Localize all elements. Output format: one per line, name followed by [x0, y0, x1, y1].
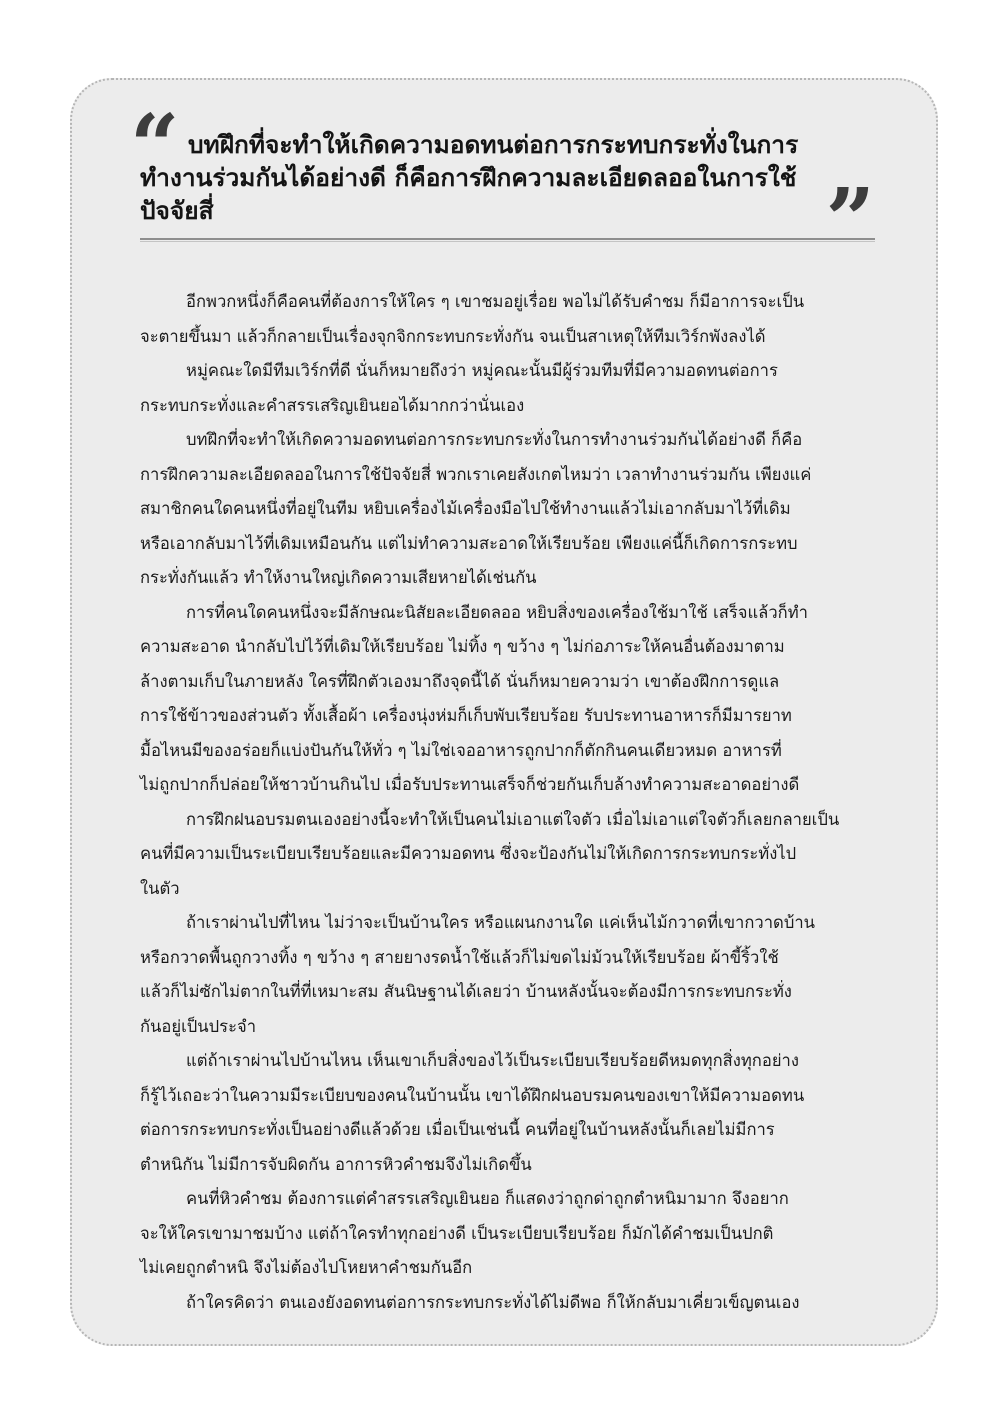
text-line: แต่ถ้าเราผ่านไปบ้านไหน เห็นเขาเก็บสิ่งของไว้เป็นระเบียบเรียบร้อยดีหมดทุกสิ่งทุกอย่าง [186, 1051, 799, 1070]
pull-quote-text [140, 118, 875, 227]
text-line: ตำหนิกัน ไม่มีการจับผิดกัน อาการหิวคำชมจึงไม่เกิดขึ้น [140, 1154, 532, 1174]
text-line: ต่อการกระทบกระทั่งเป็นอย่างดีแล้วด้วย เมื่อเป็นเช่นนี้ คนที่อยู่ในบ้านหลังนั้นก็เลยไม่มีการ [140, 1120, 775, 1139]
text-line: การที่คนใดคนหนึ่งจะมีลักษณะนิสัยละเอียดลออ หยิบสิ่งของเครื่องใช้มาใช้ เสร็จแล้วก็ทำ [186, 602, 808, 622]
paragraph [140, 1286, 875, 1321]
text-line: กระทบกระทั่งและคำสรรเสริญเยินยอได้มากกว่านั่นเอง [140, 395, 525, 415]
text-line: อีกพวกหนึ่งก็คือคนที่ต้องการให้ใคร ๆ เขาชมอยู่เรื่อย พอไม่ได้รับคำชม ก็มีอาการจะเป็น [186, 292, 805, 311]
text-line: ไม่ถูกปากก็ปล่อยให้ชาวบ้านกินไป เมื่อรับประทานเสร็จก็ช่วยกันเก็บล้างทำความสะอาดอย่างดี [140, 775, 800, 794]
text-line: แล้วก็ไม่ซักไม่ตากในที่ที่เหมาะสม สันนิษฐานได้เลยว่า บ้านหลังนั้นจะต้องมีการกระทบกระทั่ง [140, 982, 792, 1001]
text-line: กระทั่งกันแล้ว ทำให้งานใหญ่เกิดความเสียหายได้เช่นกัน [140, 568, 537, 587]
paragraph [140, 596, 875, 803]
paragraph [140, 803, 875, 907]
pull-quote [130, 96, 875, 271]
pull-quote-line: บทฝึกที่จะทำให้เกิดความอดทนต่อการกระทบกระทั่งในการ [188, 130, 799, 159]
text-line: กันอยู่เป็นประจำ [140, 1016, 257, 1036]
paragraph [140, 1044, 875, 1182]
paragraph [140, 423, 875, 596]
close-quote-mark: ” [825, 170, 865, 271]
text-line: สมาชิกคนใดคนหนึ่งที่อยู่ในทีม หยิบเครื่องไม้เครื่องมือไปใช้ทำงานแล้วไม่เอากลับมาไว้ที่เดิม [140, 499, 791, 518]
pull-quote-line: ปัจจัยสี่ [140, 196, 214, 225]
text-line: ไม่เคยถูกตำหนิ จึงไม่ต้องไปโหยหาคำชมกันอีก [140, 1258, 473, 1277]
text-line: การฝึกฝนอบรมตนเองอย่างนี้จะทำให้เป็นคนไม่เอาแต่ใจตัว เมื่อไม่เอาแต่ใจตัวก็เลยกลายเป็น [186, 809, 840, 829]
text-line: ถ้าใครคิดว่า ตนเองยังอดทนต่อการกระทบกระทั่งได้ไม่ดีพอ ก็ให้กลับมาเคี่ยวเข็ญตนเอง [186, 1292, 800, 1312]
quote-divider [140, 238, 875, 242]
paragraph [140, 285, 875, 354]
text-line: หรือเอากลับมาไว้ที่เดิมเหมือนกัน แต่ไม่ทำความสะอาดให้เรียบร้อย เพียงแค่นี้ก็เกิดการกระทบ [140, 533, 798, 553]
text-line: ถ้าเราผ่านไปที่ไหน ไม่ว่าจะเป็นบ้านใคร หรือแผนกงานใด แค่เห็นไม้กวาดที่เขากวาดบ้าน [186, 913, 816, 932]
text-line: มื้อไหนมีของอร่อยก็แบ่งปันกันให้ทั่ว ๆ ไม่ใช่เจออาหารถูกปากก็ตักกินคนเดียวหมด อาหารที่ [140, 740, 782, 760]
paragraph [140, 354, 875, 423]
text-line: ก็รู้ไว้เถอะว่าในความมีระเบียบของคนในบ้านนั้น เขาได้ฝึกฝนอบรมคนของเขาให้มีความอดทน [140, 1085, 805, 1105]
text-line: จะให้ใครเขามาชมบ้าง แต่ถ้าใครทำทุกอย่างดี เป็นระเบียบเรียบร้อย ก็มักได้คำชมเป็นปกติ [140, 1223, 774, 1243]
text-line: จะตายขึ้นมา แล้วก็กลายเป็นเรื่องจุกจิกกระทบกระทั่งกัน จนเป็นสาเหตุให้ทีมเวิร์กพังลงได้ [140, 326, 766, 346]
text-line: คนที่มีความเป็นระเบียบเรียบร้อยและมีความอดทน ซึ่งจะป้องกันไม่ให้เกิดการกระทบกระทั่งไป [140, 844, 797, 863]
paragraph [140, 906, 875, 1044]
text-line: ล้างตามเก็บในภายหลัง ใครที่ฝึกตัวเองมาถึงจุดนี้ได้ นั่นก็หมายความว่า เขาต้องฝึกการดูแล [140, 671, 780, 691]
article-body [140, 285, 875, 1320]
pull-quote-line: ทำงานร่วมกันได้อย่างดี ก็คือการฝึกความละเอียดลออในการใช้ [140, 163, 797, 192]
text-line: บทฝึกที่จะทำให้เกิดความอดทนต่อการกระทบกระทั่งในการทำงานร่วมกันได้อย่างดี ก็คือ [186, 430, 803, 449]
text-line: คนที่หิวคำชม ต้องการแต่คำสรรเสริญเยินยอ ก็แสดงว่าถูกด่าถูกตำหนิมามาก จึงอยาก [186, 1189, 789, 1208]
text-line: การฝึกความละเอียดลออในการใช้ปัจจัยสี่ พวกเราเคยสังเกตไหมว่า เวลาทำงานร่วมกัน เพียงแค่ [140, 464, 812, 484]
text-line: ในตัว [140, 878, 180, 898]
text-line: การใช้ข้าวของส่วนตัว ทั้งเสื้อผ้า เครื่องนุ่งห่มก็เก็บพับเรียบร้อย รับประทานอาหารก็มีมารยาท [140, 706, 792, 725]
text-line: ความสะอาด นำกลับไปไว้ที่เดิมให้เรียบร้อย ไม่ทิ้ง ๆ ขว้าง ๆ ไม่ก่อภาระให้คนอื่นต้องมาตาม [140, 637, 785, 656]
text-line: หมู่คณะใดมีทีมเวิร์กที่ดี นั่นก็หมายถึงว่า หมู่คณะนั้นมีผู้ร่วมทีมที่มีความอดทนต่อการ [186, 361, 778, 380]
text-line: หรือกวาดพื้นถูกวางทิ้ง ๆ ขว้าง ๆ สายยางรดน้ำใช้แล้วก็ไม่ขดไม่ม้วนให้เรียบร้อย ผ้าขี้ริ้วใช้ [140, 947, 779, 967]
paragraph [140, 1182, 875, 1286]
open-quote-mark: “ [130, 96, 170, 197]
